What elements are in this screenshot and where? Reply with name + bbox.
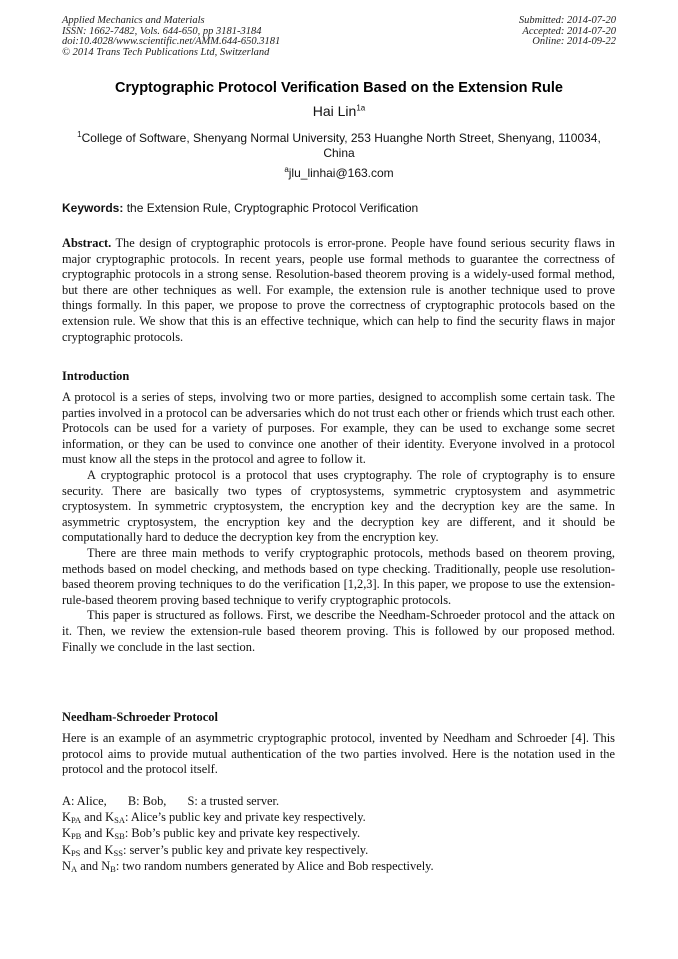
notation-desc: : Bob’s public key and private key respectively. (124, 826, 361, 841)
symbol: N (62, 859, 71, 874)
journal-name: Applied Mechanics and Materials (62, 15, 205, 26)
notation-line (62, 810, 615, 827)
affiliation-text: College of Software, Shenyang Normal University, 253 Huanghe North Street, Shenyang, 110034, China (81, 131, 601, 160)
subscript: PB (70, 831, 82, 842)
subscript: SS (113, 847, 123, 858)
parties-line (62, 794, 615, 810)
notation-line (62, 826, 615, 843)
affiliation (62, 131, 616, 161)
notation-desc: : two random numbers generated by Alice and Bob respectively. (115, 859, 434, 874)
notation-line (62, 859, 615, 876)
journal-header-left (62, 16, 280, 58)
intro-paragraph: This paper is structured as follows. First, we describe the Needham-Schroeder protocol and the attack on it. Then, we review the extension-rule based theorem proving. This is followed by our proposed method. Finally we conclude in the last section. (62, 608, 615, 654)
symbol: K (105, 809, 115, 824)
subscript: A (70, 864, 78, 875)
intro-paragraph: A protocol is a series of steps, involving two or more parties, designed to accomplish some certain task. The parties involved in a protocol can be adversaries which do not trust each other or friends which trust each other. Protocols can be used for a variety of purposes. For example, they can be used to exchange some secret information, or they can be used to convince one another of their identity. Everyone involved in a protocol must know all the steps in the protocol and agree to follow it. (62, 390, 615, 467)
introduction-heading: Introduction (62, 369, 130, 383)
party-alice: A: Alice, (62, 794, 107, 808)
keywords (62, 201, 616, 215)
issn-line: ISSN: 1662-7482, Vols. 644-650, pp 3181-3184 (62, 25, 262, 37)
connector: and (81, 826, 106, 841)
symbol: K (62, 826, 71, 841)
affiliation-sup: 1 (77, 130, 82, 139)
connector: and (77, 859, 102, 874)
party-bob: B: Bob, (127, 794, 167, 808)
symbol: N (101, 859, 111, 874)
symbol: K (62, 809, 71, 824)
subscript: PS (70, 847, 81, 858)
subscript: B (110, 864, 116, 875)
copyright-line: © 2014 Trans Tech Publications Ltd, Switzerland (62, 46, 270, 58)
submitted-date: Submitted: 2014-07-20 (518, 15, 616, 26)
subscript: SB (114, 831, 125, 842)
email-text: jlu_linhai@163.com (288, 166, 394, 180)
author-email (0, 166, 678, 180)
ns-protocol-heading: Needham-Schroeder Protocol (62, 710, 218, 724)
author (0, 103, 678, 119)
symbol: K (104, 842, 114, 857)
notation-desc: : Alice’s public key and private key respectively. (124, 809, 366, 824)
connector: and (81, 809, 106, 824)
paper-title: Cryptographic Protocol Verification Based on the Extension Rule (115, 80, 563, 96)
author-name: Hai Lin (312, 103, 357, 119)
symbol: K (105, 826, 115, 841)
symbol: K (62, 842, 71, 857)
notation-desc: : server’s public key and private key respectively. (122, 842, 369, 857)
abstract-label: Abstract. (62, 236, 112, 250)
doi-line: doi:10.4028/www.scientific.net/AMM.644-650.3181 (62, 36, 281, 47)
ns-protocol-paragraph: Here is an example of an asymmetric cryptographic protocol, invented by Needham and Schroeder [4]. This protocol aims to provide mutual authentication of the two parties involved. Here is the notation used in the protocol and the protocol itself. (62, 731, 615, 777)
accepted-date: Accepted: 2014-07-20 (522, 25, 616, 37)
notation-list (62, 794, 615, 876)
connector: and (80, 842, 105, 857)
subscript: SA (114, 814, 125, 825)
party-server: S: a trusted server. (187, 794, 280, 808)
introduction-body (62, 390, 615, 655)
journal-header-right (519, 16, 616, 48)
keywords-label: Keywords: (62, 201, 124, 215)
intro-paragraph: A cryptographic protocol is a protocol that uses cryptography. The role of cryptography is to ensure security. There are basically two types of cryptosystems, symmetric cryptosystem and asymmetric cryptosystem. In symmetric cryptosystem, the encryption key and the decryption key are the same. In asymmetric cryptosystem, the encryption key and the decryption key are different, and it should be computationally hard to deduce the decryption key from the encryption key. (62, 467, 615, 545)
abstract (62, 236, 615, 345)
abstract-text: The design of cryptographic protocols is error-prone. People have found serious security flaws in major cryptographic protocols. In recent years, people use formal methods to guarantee the correctness of cryptographic protocols in a strong sense. Resolution-based theorem proving is a widely-used formal method, but there are other techniques as well. For example, the extension rule is another technique used to prove things formally. In this paper, we propose to prove the correctness of cryptographic protocols based on the extension rule. We show that this is an effective technique, which can help to find the security flaws in major cryptographic protocols. (62, 236, 615, 344)
online-date: Online: 2014-09-22 (532, 36, 616, 47)
intro-paragraph: There are three main methods to verify cryptographic protocols, methods based on theorem proving, methods based on model checking, and methods based on type checking. Traditionally, people use resolution-based theorem proving techniques to do the verification [1,2,3]. In this paper, we propose to use the extension-rule-based theorem proving based technique to verify cryptographic protocols. (62, 545, 615, 607)
subscript: PA (70, 814, 82, 825)
email-sup: a (284, 165, 289, 174)
keywords-text: the Extension Rule, Cryptographic Protocol Verification (126, 201, 419, 215)
author-sup: 1a (356, 103, 366, 113)
notation-line (62, 843, 615, 860)
